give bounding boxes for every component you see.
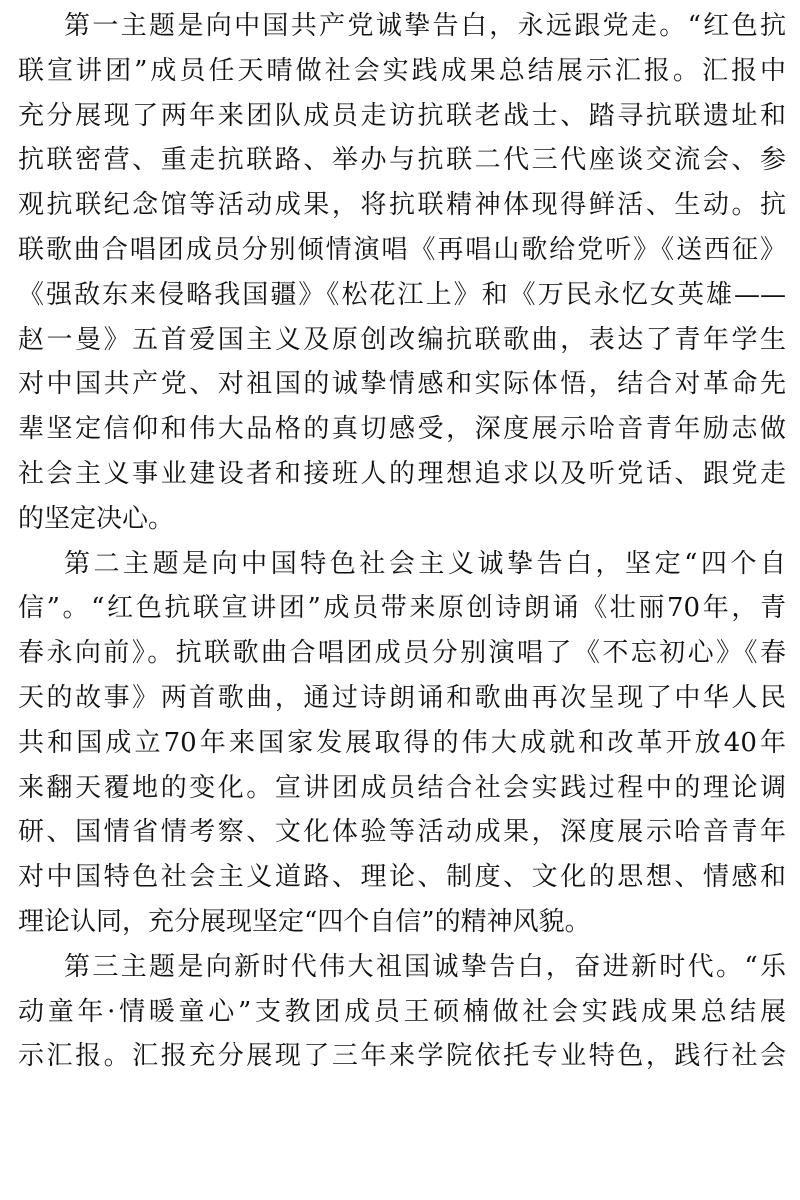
text-line: 《强敌东来侵略我国疆》《松花江上》和《万民永忆女英雄—— — [18, 279, 786, 310]
text-line: 赵一曼》五首爱国主义及原创改编抗联歌曲，表达了青年学生 — [18, 324, 786, 355]
text-line: 信”。“红色抗联宣讲团”成员带来原创诗朗诵《壮丽70年，青 — [18, 593, 786, 624]
text-line: 观抗联纪念馆等活动成果，将抗联精神体现得鲜活、生动。抗 — [18, 190, 786, 221]
text-line: 理论认同，充分展现坚定“四个自信”的精神风貌。 — [18, 906, 591, 937]
text-line: 社会主义事业建设者和接班人的理想追求以及听党话、跟党走 — [18, 458, 786, 489]
text-line: 研、国情省情考察、文化体验等活动成果，深度展示哈音青年 — [18, 817, 786, 848]
text-line: 联歌曲合唱团成员分别倾情演唱《再唱山歌给党听》《送西征》 — [18, 234, 786, 265]
text-line: 抗联密营、重走抗联路、举办与抗联二代三代座谈交流会、参 — [18, 145, 786, 176]
text-line: 春永向前》。抗联歌曲合唱团成员分别演唱了《不忘初心》《春 — [18, 638, 786, 669]
text-line: 共和国成立70年来国家发展取得的伟大成就和改革开放40年 — [18, 727, 786, 758]
text-line: 第一主题是向中国共产党诚挚告白，永远跟党走。“红色抗 — [64, 11, 786, 41]
text-line: 来翻天覆地的变化。宣讲团成员结合社会实践过程中的理论调 — [18, 772, 786, 803]
text-line: 对中国共产党、对祖国的诚挚情感和实际体悟，结合对革命先 — [18, 369, 786, 400]
text-line: 示汇报。汇报充分展现了三年来学院依托专业特色，践行社会 — [18, 1041, 786, 1072]
text-line: 对中国特色社会主义道路、理论、制度、文化的思想、情感和 — [18, 862, 786, 893]
text-line: 天的故事》两首歌曲，通过诗朗诵和歌曲再次呈现了中华人民 — [18, 682, 786, 713]
text-line: 第二主题是向中国特色社会主义诚挚告白，坚定“四个自 — [64, 548, 786, 579]
text-line: 充分展现了两年来团队成员走访抗联老战士、踏寻抗联遗址和 — [18, 100, 786, 131]
text-line: 第三主题是向新时代伟大祖国诚挚告白，奋进新时代。“乐 — [64, 951, 786, 982]
text-line: 的坚定决心。 — [18, 503, 175, 534]
document-page — [18, 4, 786, 1194]
text-line: 动童年·情暖童心”支教团成员王硕楠做社会实践成果总结展 — [18, 996, 786, 1027]
text-line: 辈坚定信仰和伟大品格的真切感受，深度展示哈音青年励志做 — [18, 414, 786, 445]
text-line: 联宣讲团”成员任天晴做社会实践成果总结展示汇报。汇报中 — [18, 55, 786, 86]
